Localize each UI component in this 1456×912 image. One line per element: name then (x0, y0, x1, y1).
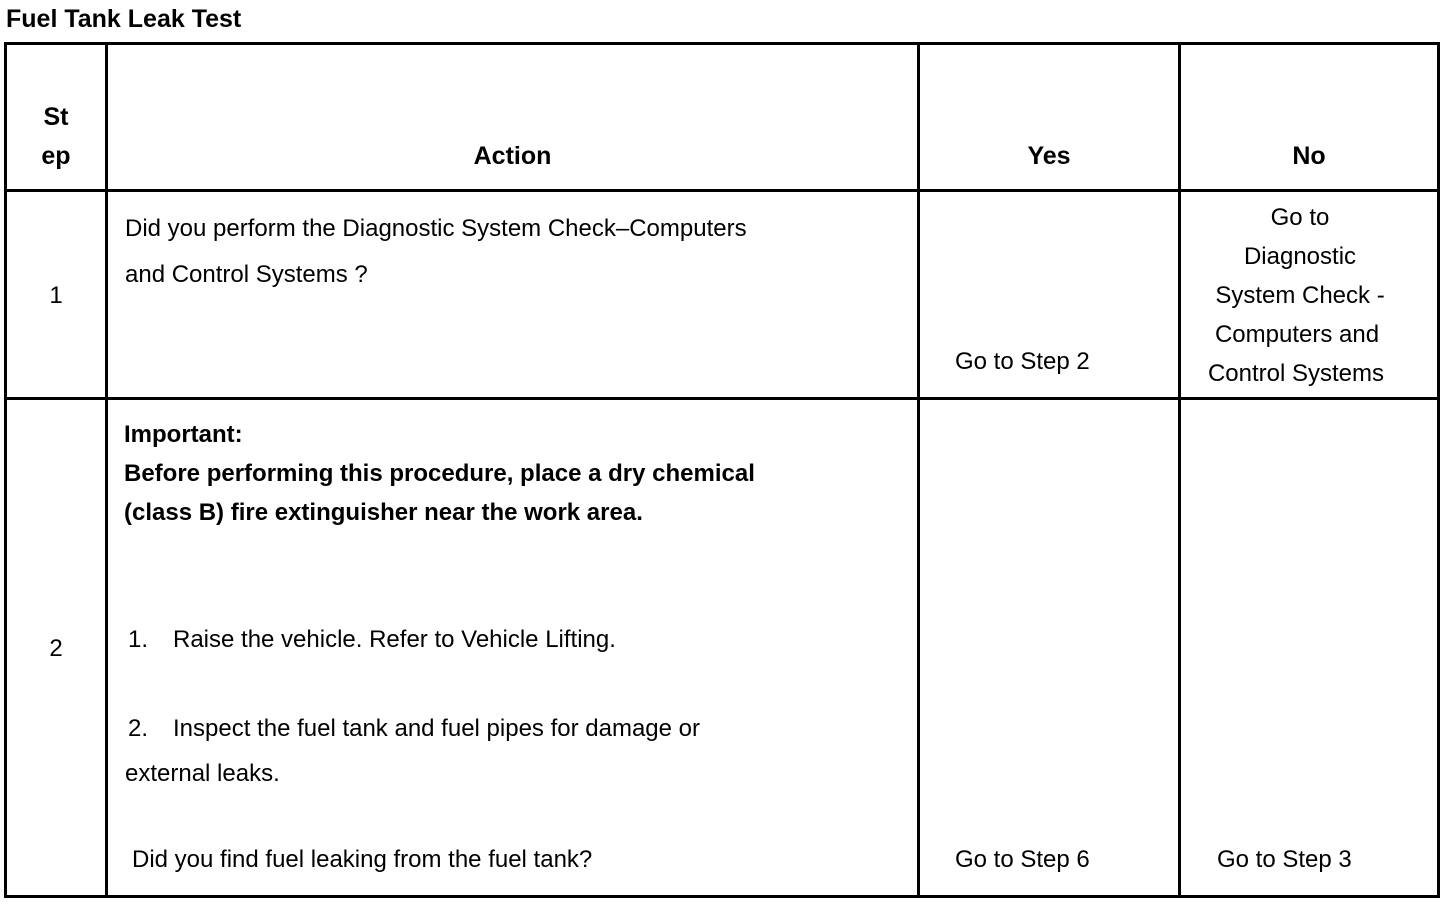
step-number: 2 (49, 635, 63, 662)
no-result-line: Go to (1270, 204, 1330, 231)
list-item-text: Raise the vehicle. Refer to Vehicle Lifting. (173, 626, 616, 653)
header-yes: Yes (1027, 142, 1071, 170)
action-question-cont: and Control Systems ? (125, 261, 368, 288)
header-no: No (1292, 142, 1326, 170)
list-item-number: 1. (128, 626, 149, 653)
step-number: 1 (49, 282, 63, 309)
header-step-line1: St (43, 103, 69, 131)
document-title: Fuel Tank Leak Test (6, 5, 242, 33)
important-label: Important: (124, 421, 243, 448)
yes-result: Go to Step 2 (955, 348, 1090, 375)
yes-result: Go to Step 6 (955, 846, 1090, 873)
no-result-line: Computers and (1214, 321, 1380, 348)
no-result-line: Control Systems (1207, 360, 1385, 387)
no-result-line: System Check - (1215, 282, 1385, 309)
no-result: Go to Step 3 (1217, 846, 1352, 873)
action-question: Did you perform the Diagnostic System Check–Computers (125, 215, 747, 242)
action-question: Did you find fuel leaking from the fuel tank? (132, 846, 593, 873)
list-item-number: 2. (128, 715, 149, 742)
no-result-line: Diagnostic (1243, 243, 1357, 270)
list-item-text-cont: external leaks. (125, 760, 280, 787)
header-action: Action (473, 142, 552, 170)
important-note-cont: (class B) fire extinguisher near the work area. (124, 499, 643, 526)
list-item-text: Inspect the fuel tank and fuel pipes for damage or (173, 715, 701, 742)
important-note: Before performing this procedure, place a dry chemical (124, 460, 755, 487)
header-step-line2: ep (41, 142, 71, 170)
row-divider-header (4, 189, 1440, 192)
row-divider-step1 (4, 397, 1440, 400)
